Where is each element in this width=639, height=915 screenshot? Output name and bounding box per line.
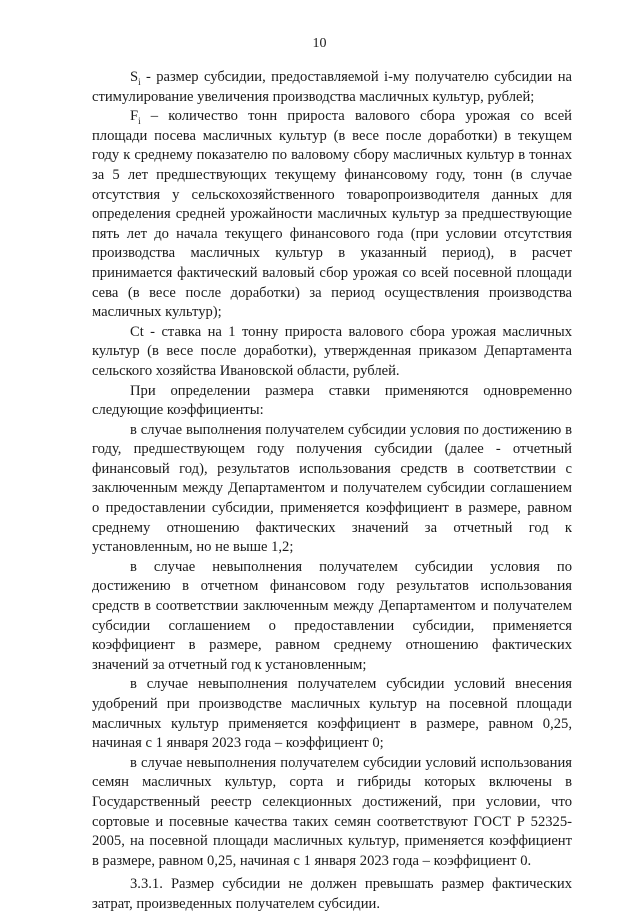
paragraph-coefficient-2: в случае невыполнения получателем субсидии условия по достижению в отчетном финансовом году результатов использования средств в соответствии заключенным между Департаментом и получателем субсидии соглашением о предоставлении субсидии, применяется коэффициент в размере, равном среднему отношению фактических значений за отчетный год к установленным; — [92, 558, 572, 673]
fi-text: – количество тонн прироста валового сбора урожая со всей площади посева масличных культур (в весе после доработки) в текущем году к среднему показателю по валовому сбору масличных культур в тоннах за 5 лет предшествующих текущему финансовому году, тонн (в случае отсутствия у сельскохозяйственного товаропроизводителя данных для определения средней урожайности масличных культур за предшествующие пять лет до начала текущего финансового года (при условии отсутствия производства масличных культур в указанный период), в расчет принимается фактический валовый сбор урожая со всей посевной площади сева (в весе после доработки) за период осуществления производства масличных культур); — [92, 108, 572, 321]
page-number: 10 — [312, 36, 327, 51]
paragraph-coefficient-4: в случае невыполнения получателем субсидии условий использования семян масличных культур, сорта и гибриды которых включены в Государственный реестр селекционных достижений, при условии, что сортовые и посевные качества таких семян соответствуют ГОСТ Р 52325-2005, на посевной площади масличных культур, применяется коэффициент в размере, равном 0,25, начиная с 1 января 2023 года – коэффициент 0. — [92, 754, 572, 869]
paragraph-ct-definition: Ct - ставка на 1 тонну прироста валового сбора урожая масличных культур (в весе после доработки), утвержденная приказом Департамента сельского хозяйства Ивановской области, рублей. — [92, 323, 572, 379]
fi-subscript: i — [138, 116, 141, 127]
paragraph-si-definition — [92, 68, 572, 107]
paragraph-clause-3-3-1: 3.3.1. Размер субсидии не должен превышать размер фактических затрат, произведенных получателем субсидии. — [92, 876, 572, 912]
si-subscript: i — [138, 76, 141, 87]
fi-symbol: F — [130, 108, 139, 125]
paragraph-fi-definition — [92, 107, 572, 323]
document-body — [92, 68, 572, 915]
si-text: - размер субсидии, предоставляемой i-му получателю субсидии на стимулирование увеличения производства масличных культур, рублей; — [92, 69, 572, 105]
paragraph-coefficient-1: в случае выполнения получателем субсидии условия по достижению в году, предшествующем году получения субсидии (далее - отчетный финансовый год), результатов использования средств в соответствии с заключенным между Департаментом и получателем субсидии соглашением о предоставлении субсидии, применяется коэффициент в размере, равном среднему отношению фактических значений за отчетный год к установленным, но не выше 1,2; — [92, 421, 572, 556]
paragraph-coefficient-3: в случае невыполнения получателем субсидии условий внесения удобрений при производстве масличных культур на посевной площади масличных культур применяется коэффициент в размере, равном 0,25, начиная с 1 января 2023 года – коэффициент 0; — [92, 676, 572, 752]
si-symbol: S — [130, 69, 139, 85]
paragraph-coefficients-intro: При определении размера ставки применяются одновременно следующие коэффициенты: — [92, 382, 572, 419]
